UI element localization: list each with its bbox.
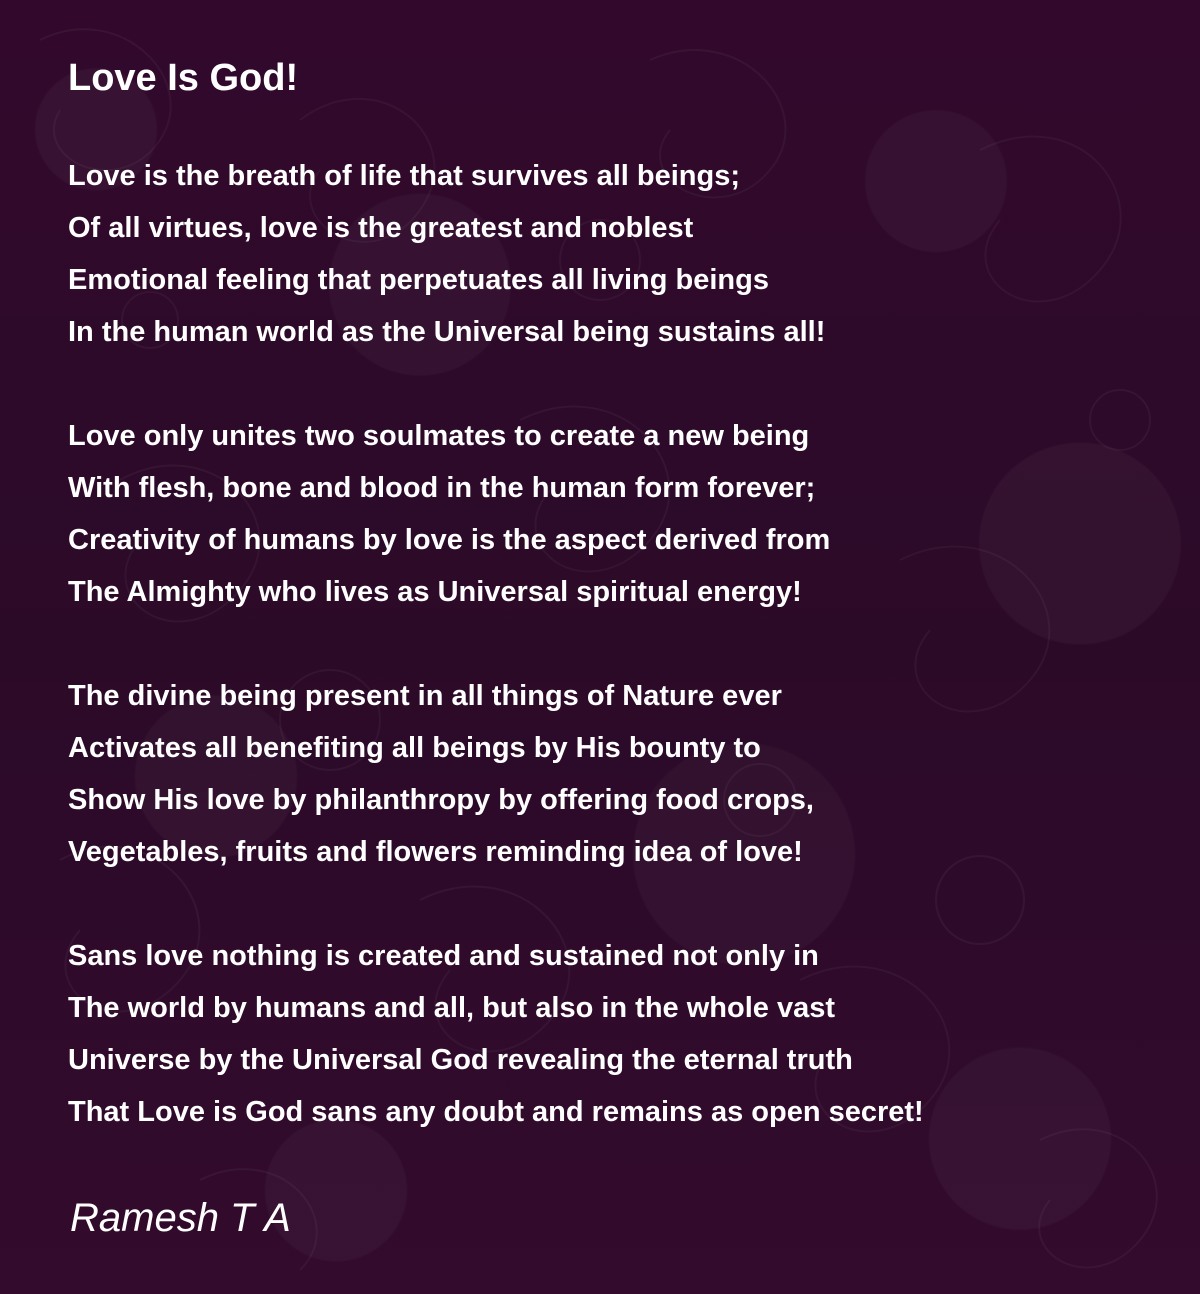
stanza [68,930,1148,1138]
poem-line: Of all virtues, love is the greatest and noblest [68,212,694,244]
poem-line: The divine being present in all things of Nature ever [68,680,782,712]
poem-line: Creativity of humans by love is the aspect derived from [68,524,831,556]
poem-line: Show His love by philanthropy by offering food crops, [68,784,814,816]
stanza [68,150,1148,358]
poem-line: With flesh, bone and blood in the human form forever; [68,472,816,504]
stanza [68,410,1148,618]
poem-card [68,56,1148,1256]
poem-line: In the human world as the Universal being sustains all! [68,316,826,348]
poem-body [68,150,1148,1138]
poem-line: Emotional feeling that perpetuates all living beings [68,264,769,296]
poem-line: Activates all benefiting all beings by His bounty to [68,732,761,764]
poem-title: Love Is God! [68,57,299,99]
poem-line: Universe by the Universal God revealing the eternal truth [68,1044,853,1076]
poem-line: The world by humans and all, but also in the whole vast [68,992,835,1024]
poem-line: Sans love nothing is created and sustained not only in [68,940,819,972]
stanza [68,670,1148,878]
poem-line: That Love is God sans any doubt and remains as open secret! [68,1096,924,1128]
poem-line: The Almighty who lives as Universal spiritual energy! [68,576,802,608]
poem-author: Ramesh T A [70,1196,291,1240]
poem-line: Love is the breath of life that survives all beings; [68,160,740,192]
poem-line: Love only unites two soulmates to create a new being [68,420,810,452]
poem-line: Vegetables, fruits and flowers reminding idea of love! [68,836,803,868]
